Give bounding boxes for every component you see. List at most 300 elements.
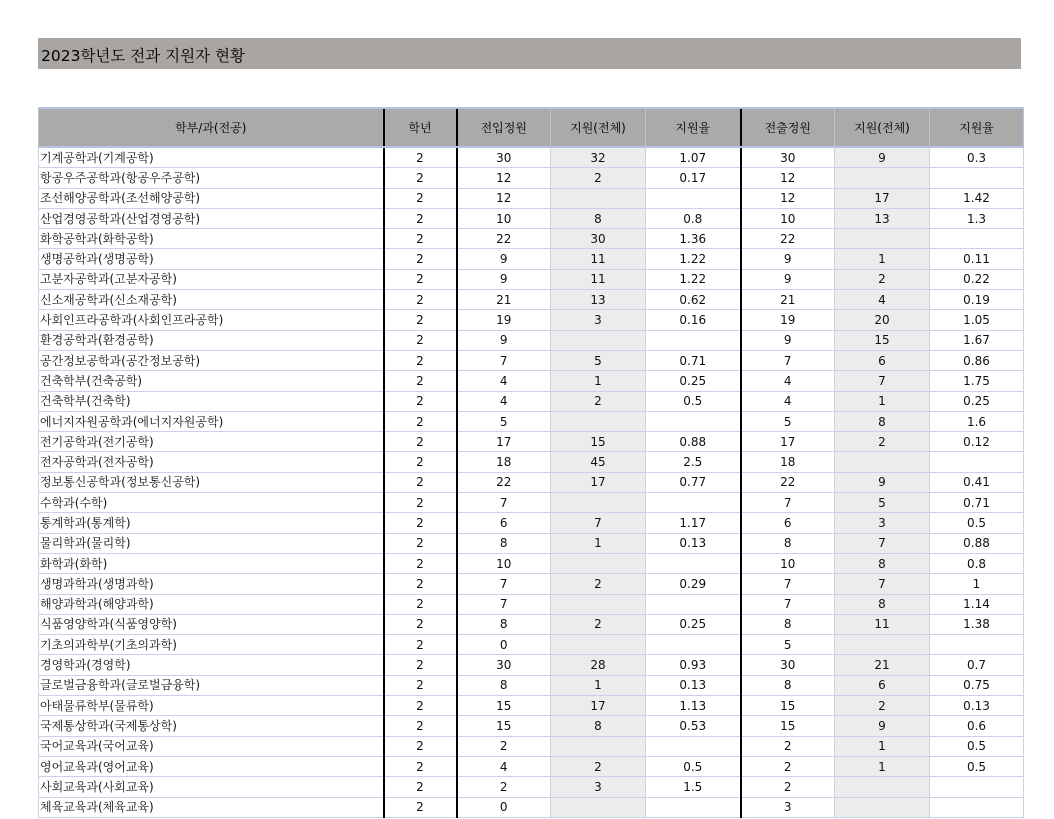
transfer-out-rate-cell[interactable]: 0.7 — [930, 655, 1024, 675]
department-cell[interactable]: 전기공학과(전기공학) — [39, 432, 384, 452]
grade-cell[interactable]: 2 — [384, 310, 457, 330]
grade-cell[interactable]: 2 — [384, 168, 457, 188]
transfer-out-applicants-cell[interactable]: 1 — [835, 736, 930, 756]
grade-cell[interactable]: 2 — [384, 411, 457, 431]
grade-cell[interactable]: 2 — [384, 553, 457, 573]
transfer-out-quota-cell[interactable]: 5 — [741, 411, 835, 431]
transfer-in-quota-cell[interactable]: 7 — [457, 594, 551, 614]
transfer-out-rate-cell[interactable]: 1.42 — [930, 188, 1024, 208]
transfer-out-applicants-cell[interactable]: 4 — [835, 290, 930, 310]
transfer-out-quota-cell[interactable]: 30 — [741, 655, 835, 675]
transfer-in-rate-cell[interactable]: 0.25 — [646, 614, 741, 634]
department-cell[interactable]: 사회인프라공학과(사회인프라공학) — [39, 310, 384, 330]
transfer-out-applicants-cell[interactable]: 15 — [835, 330, 930, 350]
table-row — [39, 350, 1024, 370]
transfer-in-rate-cell[interactable]: 0.16 — [646, 310, 741, 330]
transfer-out-rate-cell[interactable]: 1.6 — [930, 411, 1024, 431]
transfer-in-applicants-cell[interactable]: 8 — [551, 208, 646, 228]
transfer-in-rate-cell[interactable]: 0.77 — [646, 472, 741, 492]
transfer-out-applicants-cell[interactable] — [835, 168, 930, 188]
department-cell[interactable]: 기계공학과(기계공학) — [39, 147, 384, 168]
transfer-in-quota-cell[interactable]: 0 — [457, 797, 551, 817]
transfer-out-applicants-cell[interactable] — [835, 797, 930, 817]
table-row — [39, 655, 1024, 675]
transfer-out-applicants-cell[interactable]: 11 — [835, 614, 930, 634]
department-cell[interactable]: 신소재공학과(신소재공학) — [39, 290, 384, 310]
transfer-out-applicants-cell[interactable]: 1 — [835, 756, 930, 776]
table-row — [39, 472, 1024, 492]
department-cell[interactable]: 글로벌금융학과(글로벌금융학) — [39, 675, 384, 695]
transfer-in-quota-cell[interactable]: 2 — [457, 736, 551, 756]
table-row — [39, 736, 1024, 756]
department-cell[interactable]: 영어교육과(영어교육) — [39, 756, 384, 776]
transfer-in-applicants-cell[interactable]: 7 — [551, 513, 646, 533]
table-row — [39, 797, 1024, 817]
department-cell[interactable]: 생명공학과(생명공학) — [39, 249, 384, 269]
grade-cell[interactable]: 2 — [384, 452, 457, 472]
transfer-in-applicants-cell[interactable]: 5 — [551, 350, 646, 370]
transfer-out-rate-cell[interactable]: 0.25 — [930, 391, 1024, 411]
transfer-out-quota-cell[interactable]: 8 — [741, 533, 835, 553]
transfer-out-applicants-cell[interactable]: 7 — [835, 574, 930, 594]
transfer-in-rate-cell[interactable] — [646, 330, 741, 350]
transfer-out-quota-cell[interactable]: 2 — [741, 756, 835, 776]
grade-cell[interactable]: 2 — [384, 330, 457, 350]
transfer-in-rate-cell[interactable]: 0.13 — [646, 533, 741, 553]
table-row — [39, 513, 1024, 533]
transfer-in-applicants-cell[interactable]: 1 — [551, 533, 646, 553]
transfer-in-quota-cell[interactable]: 8 — [457, 614, 551, 634]
table-row — [39, 371, 1024, 391]
table-row — [39, 249, 1024, 269]
department-cell[interactable]: 기초의과학부(기초의과학) — [39, 635, 384, 655]
transfer-out-applicants-cell[interactable]: 3 — [835, 513, 930, 533]
transfer-out-quota-cell[interactable]: 30 — [741, 147, 835, 168]
transfer-out-applicants-cell[interactable]: 2 — [835, 269, 930, 289]
header-transfer-out-applicants[interactable]: 지원(전체) — [835, 108, 930, 147]
transfer-out-rate-cell[interactable] — [930, 452, 1024, 472]
transfer-out-rate-cell[interactable]: 0.41 — [930, 472, 1024, 492]
table-row — [39, 553, 1024, 573]
header-transfer-in-quota[interactable]: 전입정원 — [457, 108, 551, 147]
department-cell[interactable]: 통계학과(통계학) — [39, 513, 384, 533]
transfer-in-quota-cell[interactable]: 17 — [457, 432, 551, 452]
transfer-in-rate-cell[interactable]: 0.17 — [646, 168, 741, 188]
transfer-out-rate-cell[interactable]: 1 — [930, 574, 1024, 594]
department-cell[interactable]: 항공우주공학과(항공우주공학) — [39, 168, 384, 188]
department-cell[interactable]: 공간정보공학과(공간정보공학) — [39, 350, 384, 370]
transfer-in-applicants-cell[interactable] — [551, 797, 646, 817]
transfer-in-rate-cell[interactable]: 0.53 — [646, 716, 741, 736]
department-cell[interactable]: 화학과(화학) — [39, 553, 384, 573]
department-cell[interactable]: 국제통상학과(국제통상학) — [39, 716, 384, 736]
transfer-in-quota-cell[interactable]: 7 — [457, 574, 551, 594]
grade-cell[interactable]: 2 — [384, 391, 457, 411]
transfer-in-rate-cell[interactable] — [646, 188, 741, 208]
transfer-out-rate-cell[interactable]: 1.3 — [930, 208, 1024, 228]
department-cell[interactable]: 생명과학과(생명과학) — [39, 574, 384, 594]
transfer-in-rate-cell[interactable] — [646, 553, 741, 573]
grade-cell[interactable]: 2 — [384, 716, 457, 736]
transfer-in-quota-cell[interactable]: 8 — [457, 533, 551, 553]
transfer-in-rate-cell[interactable]: 1.13 — [646, 696, 741, 716]
transfer-out-quota-cell[interactable]: 7 — [741, 350, 835, 370]
transfer-in-applicants-cell[interactable]: 11 — [551, 269, 646, 289]
transfer-in-rate-cell[interactable] — [646, 594, 741, 614]
transfer-in-rate-cell[interactable]: 0.29 — [646, 574, 741, 594]
transfer-out-rate-cell[interactable]: 0.75 — [930, 675, 1024, 695]
transfer-in-rate-cell[interactable]: 1.22 — [646, 269, 741, 289]
grade-cell[interactable]: 2 — [384, 350, 457, 370]
transfer-out-quota-cell[interactable]: 17 — [741, 432, 835, 452]
transfer-in-rate-cell[interactable] — [646, 635, 741, 655]
transfer-out-rate-cell[interactable] — [930, 777, 1024, 797]
table-row — [39, 594, 1024, 614]
grade-cell[interactable]: 2 — [384, 229, 457, 249]
transfer-out-rate-cell[interactable]: 0.13 — [930, 696, 1024, 716]
department-cell[interactable]: 국어교육과(국어교육) — [39, 736, 384, 756]
transfer-in-rate-cell[interactable]: 0.71 — [646, 350, 741, 370]
transfer-in-quota-cell[interactable]: 22 — [457, 472, 551, 492]
table-row — [39, 574, 1024, 594]
grade-cell[interactable]: 2 — [384, 736, 457, 756]
transfer-out-quota-cell[interactable]: 3 — [741, 797, 835, 817]
transfer-in-rate-cell[interactable]: 1.22 — [646, 249, 741, 269]
transfer-out-applicants-cell[interactable]: 6 — [835, 350, 930, 370]
transfer-out-applicants-cell[interactable]: 9 — [835, 716, 930, 736]
transfer-out-quota-cell[interactable]: 9 — [741, 269, 835, 289]
transfer-out-quota-cell[interactable]: 9 — [741, 249, 835, 269]
transfer-out-quota-cell[interactable]: 7 — [741, 493, 835, 513]
sheet-title-bar — [38, 38, 1021, 69]
transfer-in-applicants-cell[interactable]: 1 — [551, 371, 646, 391]
transfer-in-quota-cell[interactable]: 22 — [457, 229, 551, 249]
table-row — [39, 188, 1024, 208]
transfer-out-applicants-cell[interactable]: 9 — [835, 472, 930, 492]
transfer-out-rate-cell[interactable]: 0.5 — [930, 756, 1024, 776]
transfer-in-quota-cell[interactable]: 15 — [457, 696, 551, 716]
transfer-in-applicants-cell[interactable] — [551, 411, 646, 431]
transfer-out-quota-cell[interactable]: 22 — [741, 472, 835, 492]
transfer-out-quota-cell[interactable]: 7 — [741, 574, 835, 594]
transfer-in-rate-cell[interactable]: 0.5 — [646, 756, 741, 776]
table-row — [39, 330, 1024, 350]
transfer-out-quota-cell[interactable]: 21 — [741, 290, 835, 310]
department-cell[interactable]: 건축학부(건축학) — [39, 391, 384, 411]
transfer-out-applicants-cell[interactable] — [835, 635, 930, 655]
transfer-in-applicants-cell[interactable] — [551, 493, 646, 513]
transfer-in-applicants-cell[interactable]: 30 — [551, 229, 646, 249]
grade-cell[interactable]: 2 — [384, 756, 457, 776]
transfer-out-rate-cell[interactable] — [930, 635, 1024, 655]
transfer-in-rate-cell[interactable]: 1.07 — [646, 147, 741, 168]
transfer-out-quota-cell[interactable]: 8 — [741, 675, 835, 695]
transfer-out-applicants-cell[interactable]: 17 — [835, 188, 930, 208]
transfer-in-applicants-cell[interactable]: 2 — [551, 756, 646, 776]
transfer-in-quota-cell[interactable]: 2 — [457, 777, 551, 797]
table-row — [39, 493, 1024, 513]
transfer-in-applicants-cell[interactable]: 11 — [551, 249, 646, 269]
transfer-out-quota-cell[interactable]: 5 — [741, 635, 835, 655]
transfer-in-applicants-cell[interactable]: 17 — [551, 696, 646, 716]
grade-cell[interactable]: 2 — [384, 208, 457, 228]
transfer-in-rate-cell[interactable] — [646, 736, 741, 756]
transfer-in-rate-cell[interactable]: 0.13 — [646, 675, 741, 695]
transfer-in-applicants-cell[interactable] — [551, 553, 646, 573]
table-row — [39, 411, 1024, 431]
transfer-out-applicants-cell[interactable]: 8 — [835, 553, 930, 573]
header-row — [39, 108, 1024, 147]
transfer-in-rate-cell[interactable]: 0.62 — [646, 290, 741, 310]
transfer-out-applicants-cell[interactable] — [835, 229, 930, 249]
header-transfer-in-applicants[interactable]: 지원(전체) — [551, 108, 646, 147]
transfer-out-applicants-cell[interactable]: 1 — [835, 391, 930, 411]
transfer-in-quota-cell[interactable]: 10 — [457, 553, 551, 573]
transfer-in-quota-cell[interactable]: 5 — [457, 411, 551, 431]
table-row — [39, 269, 1024, 289]
department-cell[interactable]: 환경공학과(환경공학) — [39, 330, 384, 350]
transfer-out-applicants-cell[interactable]: 9 — [835, 147, 930, 168]
transfer-in-applicants-cell[interactable]: 32 — [551, 147, 646, 168]
transfer-out-applicants-cell[interactable]: 1 — [835, 249, 930, 269]
transfer-out-applicants-cell[interactable] — [835, 452, 930, 472]
transfer-out-applicants-cell[interactable]: 7 — [835, 371, 930, 391]
department-cell[interactable]: 화학공학과(화학공학) — [39, 229, 384, 249]
table-row — [39, 432, 1024, 452]
transfer-in-applicants-cell[interactable]: 45 — [551, 452, 646, 472]
header-transfer-out-quota[interactable]: 전출정원 — [741, 108, 835, 147]
header-grade[interactable]: 학년 — [384, 108, 457, 147]
transfer-out-rate-cell[interactable] — [930, 229, 1024, 249]
transfer-out-rate-cell[interactable]: 0.22 — [930, 269, 1024, 289]
grade-cell[interactable]: 2 — [384, 777, 457, 797]
transfer-in-quota-cell[interactable]: 7 — [457, 493, 551, 513]
transfer-out-quota-cell[interactable]: 2 — [741, 736, 835, 756]
grade-cell[interactable]: 2 — [384, 290, 457, 310]
transfer-out-applicants-cell[interactable]: 2 — [835, 696, 930, 716]
department-cell[interactable]: 수학과(수학) — [39, 493, 384, 513]
grade-cell[interactable]: 2 — [384, 675, 457, 695]
transfer-in-applicants-cell[interactable]: 2 — [551, 391, 646, 411]
transfer-out-rate-cell[interactable]: 0.11 — [930, 249, 1024, 269]
transfer-out-quota-cell[interactable]: 19 — [741, 310, 835, 330]
transfer-out-applicants-cell[interactable]: 13 — [835, 208, 930, 228]
transfer-in-applicants-cell[interactable] — [551, 736, 646, 756]
department-cell[interactable]: 전자공학과(전자공학) — [39, 452, 384, 472]
transfer-out-applicants-cell[interactable]: 8 — [835, 594, 930, 614]
department-cell[interactable]: 아태물류학부(물류학) — [39, 696, 384, 716]
grade-cell[interactable]: 2 — [384, 432, 457, 452]
table-row — [39, 290, 1024, 310]
department-cell[interactable]: 조선해양공학과(조선해양공학) — [39, 188, 384, 208]
transfer-out-applicants-cell[interactable]: 5 — [835, 493, 930, 513]
transfer-in-quota-cell[interactable]: 9 — [457, 330, 551, 350]
transfer-out-applicants-cell[interactable]: 21 — [835, 655, 930, 675]
transfer-in-rate-cell[interactable]: 0.93 — [646, 655, 741, 675]
header-department[interactable]: 학부/과(전공) — [39, 108, 384, 147]
grade-cell[interactable]: 2 — [384, 655, 457, 675]
transfer-in-rate-cell[interactable]: 0.88 — [646, 432, 741, 452]
transfer-in-rate-cell[interactable] — [646, 493, 741, 513]
transfer-out-rate-cell[interactable]: 0.71 — [930, 493, 1024, 513]
transfer-out-rate-cell[interactable] — [930, 797, 1024, 817]
department-cell[interactable]: 사회교육과(사회교육) — [39, 777, 384, 797]
grade-cell[interactable]: 2 — [384, 614, 457, 634]
transfer-in-quota-cell[interactable]: 9 — [457, 249, 551, 269]
transfer-out-quota-cell[interactable]: 10 — [741, 553, 835, 573]
grade-cell[interactable]: 2 — [384, 493, 457, 513]
transfer-out-quota-cell[interactable]: 4 — [741, 391, 835, 411]
transfer-out-quota-cell[interactable]: 12 — [741, 188, 835, 208]
transfer-out-rate-cell[interactable]: 1.38 — [930, 614, 1024, 634]
transfer-in-quota-cell[interactable]: 4 — [457, 756, 551, 776]
department-cell[interactable]: 경영학과(경영학) — [39, 655, 384, 675]
transfer-in-rate-cell[interactable]: 1.17 — [646, 513, 741, 533]
table-row — [39, 168, 1024, 188]
table-row — [39, 208, 1024, 228]
transfer-out-rate-cell[interactable]: 0.3 — [930, 147, 1024, 168]
grade-cell[interactable]: 2 — [384, 797, 457, 817]
transfer-out-quota-cell[interactable]: 15 — [741, 716, 835, 736]
transfer-in-quota-cell[interactable]: 4 — [457, 371, 551, 391]
department-cell[interactable]: 식품영양학과(식품영양학) — [39, 614, 384, 634]
transfer-in-applicants-cell[interactable]: 3 — [551, 310, 646, 330]
transfer-in-quota-cell[interactable]: 10 — [457, 208, 551, 228]
grade-cell[interactable]: 2 — [384, 472, 457, 492]
transfer-out-quota-cell[interactable]: 18 — [741, 452, 835, 472]
table-row — [39, 635, 1024, 655]
transfer-applicants-table — [38, 107, 1024, 818]
transfer-out-rate-cell[interactable]: 0.88 — [930, 533, 1024, 553]
department-cell[interactable]: 산업경영공학과(산업경영공학) — [39, 208, 384, 228]
grade-cell[interactable]: 2 — [384, 513, 457, 533]
department-cell[interactable]: 건축학부(건축공학) — [39, 371, 384, 391]
transfer-in-rate-cell[interactable]: 0.8 — [646, 208, 741, 228]
transfer-out-quota-cell[interactable]: 8 — [741, 614, 835, 634]
transfer-out-quota-cell[interactable]: 6 — [741, 513, 835, 533]
transfer-in-quota-cell[interactable]: 6 — [457, 513, 551, 533]
grade-cell[interactable]: 2 — [384, 249, 457, 269]
department-cell[interactable]: 물리학과(물리학) — [39, 533, 384, 553]
grade-cell[interactable]: 2 — [384, 574, 457, 594]
transfer-out-rate-cell[interactable]: 0.5 — [930, 513, 1024, 533]
transfer-in-applicants-cell[interactable]: 1 — [551, 675, 646, 695]
transfer-in-quota-cell[interactable]: 0 — [457, 635, 551, 655]
transfer-out-applicants-cell[interactable]: 6 — [835, 675, 930, 695]
transfer-out-rate-cell[interactable]: 1.67 — [930, 330, 1024, 350]
transfer-in-rate-cell[interactable] — [646, 411, 741, 431]
transfer-out-rate-cell[interactable]: 0.8 — [930, 553, 1024, 573]
grade-cell[interactable]: 2 — [384, 594, 457, 614]
transfer-in-applicants-cell[interactable]: 15 — [551, 432, 646, 452]
transfer-out-rate-cell[interactable]: 1.14 — [930, 594, 1024, 614]
department-cell[interactable]: 체육교육과(체육교육) — [39, 797, 384, 817]
transfer-in-applicants-cell[interactable]: 3 — [551, 777, 646, 797]
transfer-in-quota-cell[interactable]: 15 — [457, 716, 551, 736]
transfer-in-quota-cell[interactable]: 4 — [457, 391, 551, 411]
grade-cell[interactable]: 2 — [384, 269, 457, 289]
transfer-out-rate-cell[interactable]: 1.05 — [930, 310, 1024, 330]
grade-cell[interactable]: 2 — [384, 533, 457, 553]
grade-cell[interactable]: 2 — [384, 635, 457, 655]
transfer-in-rate-cell[interactable]: 1.5 — [646, 777, 741, 797]
transfer-in-quota-cell[interactable]: 18 — [457, 452, 551, 472]
department-cell[interactable]: 해양과학과(해양과학) — [39, 594, 384, 614]
transfer-in-quota-cell[interactable]: 9 — [457, 269, 551, 289]
transfer-out-applicants-cell[interactable] — [835, 777, 930, 797]
transfer-in-quota-cell[interactable]: 12 — [457, 168, 551, 188]
transfer-in-applicants-cell[interactable] — [551, 188, 646, 208]
transfer-out-rate-cell[interactable]: 0.12 — [930, 432, 1024, 452]
table-row — [39, 452, 1024, 472]
grade-cell[interactable]: 2 — [384, 696, 457, 716]
transfer-out-rate-cell[interactable]: 0.5 — [930, 736, 1024, 756]
transfer-out-rate-cell[interactable]: 0.86 — [930, 350, 1024, 370]
table-body — [39, 147, 1024, 817]
header-transfer-in-rate[interactable]: 지원율 — [646, 108, 741, 147]
department-cell[interactable]: 고분자공학과(고분자공학) — [39, 269, 384, 289]
transfer-out-quota-cell[interactable]: 9 — [741, 330, 835, 350]
transfer-in-rate-cell[interactable]: 0.5 — [646, 391, 741, 411]
department-cell[interactable]: 정보통신공학과(정보통신공학) — [39, 472, 384, 492]
transfer-in-rate-cell[interactable] — [646, 797, 741, 817]
transfer-in-applicants-cell[interactable]: 8 — [551, 716, 646, 736]
transfer-out-quota-cell[interactable]: 4 — [741, 371, 835, 391]
transfer-in-applicants-cell[interactable]: 13 — [551, 290, 646, 310]
transfer-in-applicants-cell[interactable] — [551, 594, 646, 614]
transfer-in-quota-cell[interactable]: 19 — [457, 310, 551, 330]
table-row — [39, 229, 1024, 249]
transfer-in-quota-cell[interactable]: 7 — [457, 350, 551, 370]
transfer-in-quota-cell[interactable]: 8 — [457, 675, 551, 695]
table-row — [39, 675, 1024, 695]
transfer-in-quota-cell[interactable]: 30 — [457, 655, 551, 675]
transfer-out-quota-cell[interactable]: 15 — [741, 696, 835, 716]
transfer-in-applicants-cell[interactable]: 2 — [551, 614, 646, 634]
transfer-out-rate-cell[interactable]: 1.75 — [930, 371, 1024, 391]
transfer-out-rate-cell[interactable] — [930, 168, 1024, 188]
department-cell[interactable]: 에너지자원공학과(에너지자원공학) — [39, 411, 384, 431]
transfer-out-rate-cell[interactable]: 0.19 — [930, 290, 1024, 310]
transfer-out-applicants-cell[interactable]: 20 — [835, 310, 930, 330]
transfer-out-quota-cell[interactable]: 22 — [741, 229, 835, 249]
transfer-out-quota-cell[interactable]: 7 — [741, 594, 835, 614]
transfer-in-applicants-cell[interactable]: 17 — [551, 472, 646, 492]
transfer-out-rate-cell[interactable]: 0.6 — [930, 716, 1024, 736]
grade-cell[interactable]: 2 — [384, 188, 457, 208]
transfer-in-rate-cell[interactable]: 2.5 — [646, 452, 741, 472]
transfer-out-applicants-cell[interactable]: 7 — [835, 533, 930, 553]
transfer-in-quota-cell[interactable]: 30 — [457, 147, 551, 168]
transfer-in-quota-cell[interactable]: 21 — [457, 290, 551, 310]
transfer-out-applicants-cell[interactable]: 2 — [835, 432, 930, 452]
transfer-in-applicants-cell[interactable]: 28 — [551, 655, 646, 675]
transfer-out-quota-cell[interactable]: 10 — [741, 208, 835, 228]
transfer-in-rate-cell[interactable]: 1.36 — [646, 229, 741, 249]
transfer-out-applicants-cell[interactable]: 8 — [835, 411, 930, 431]
transfer-in-applicants-cell[interactable] — [551, 635, 646, 655]
transfer-out-quota-cell[interactable]: 12 — [741, 168, 835, 188]
transfer-in-applicants-cell[interactable]: 2 — [551, 168, 646, 188]
transfer-in-quota-cell[interactable]: 12 — [457, 188, 551, 208]
header-transfer-out-rate[interactable]: 지원율 — [930, 108, 1024, 147]
transfer-in-applicants-cell[interactable] — [551, 330, 646, 350]
grade-cell[interactable]: 2 — [384, 147, 457, 168]
grade-cell[interactable]: 2 — [384, 371, 457, 391]
transfer-out-quota-cell[interactable]: 2 — [741, 777, 835, 797]
transfer-in-applicants-cell[interactable]: 2 — [551, 574, 646, 594]
transfer-in-rate-cell[interactable]: 0.25 — [646, 371, 741, 391]
